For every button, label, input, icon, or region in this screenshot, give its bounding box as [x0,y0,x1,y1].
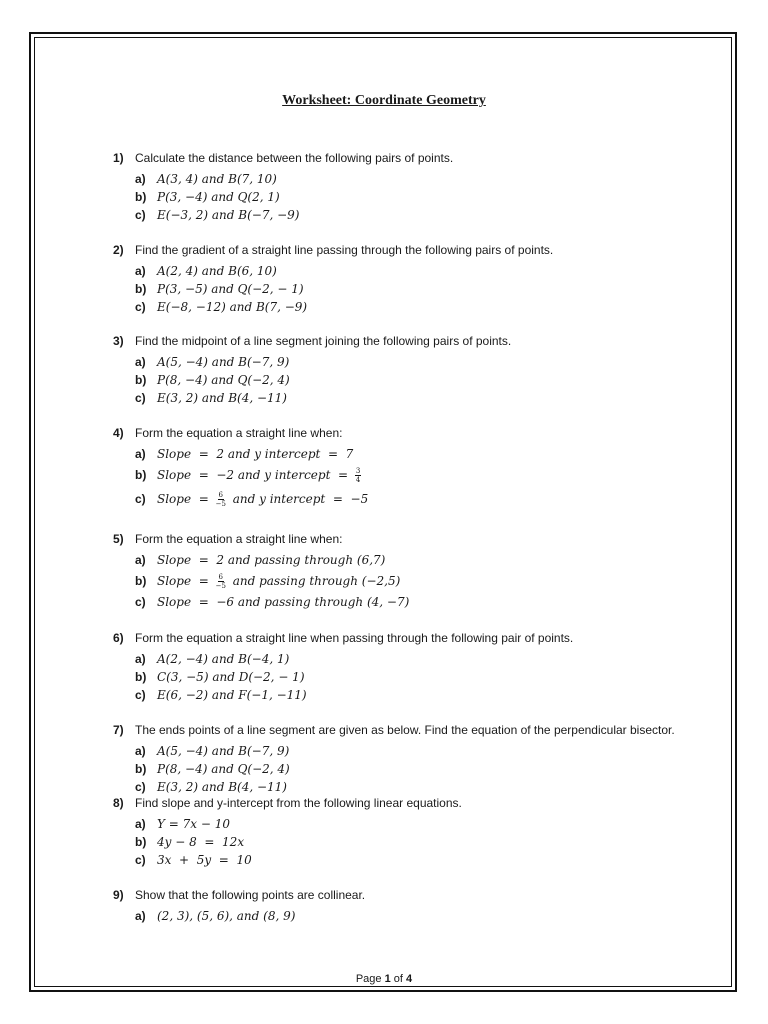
item-math: P(8, −4) and Q(−2, 4) [157,762,290,776]
item-letter: c) [135,492,146,506]
question-text: Form the equation a straight line when: [135,532,343,546]
footer-total-pages: 4 [406,973,413,985]
item-letter: a) [135,744,146,758]
item-math: Slope = 2 and passing through (6,7) [157,553,386,567]
item-letter: b) [135,835,147,849]
item-letter: c) [135,780,146,794]
fraction-denominator: 4 [355,475,361,484]
question-8 [113,796,723,869]
question-2 [113,243,723,316]
question-text: The ends points of a line segment are given as below. Find the equation of the perpendicular bisector. [135,723,675,737]
item-math: E(3, 2) and B(4, −11) [157,780,287,794]
item-math: Slope = −6 and passing through (4, −7) [157,595,410,609]
question-9 [113,888,723,925]
question-number: 6) [113,631,124,645]
item-letter: a) [135,553,146,567]
item-math: P(3, −5) and Q(−2, − 1) [157,282,304,296]
question-3 [113,334,723,407]
item-letter: b) [135,282,147,296]
item-letter: c) [135,688,146,702]
question-text: Calculate the distance between the following pairs of points. [135,151,454,165]
question-number: 4) [113,426,124,440]
item-math: E(−3, 2) and B(−7, −9) [157,208,300,222]
item-letter: b) [135,468,147,482]
item-letter: a) [135,652,146,666]
fraction-denominator: −5 [215,499,226,508]
question-text: Form the equation a straight line when passing through the following pair of points. [135,631,574,645]
question-4 [113,426,723,511]
footer-prefix: Page [355,973,385,985]
item-math: P(8, −4) and Q(−2, 4) [157,373,290,387]
fraction-numerator: 6 [218,572,223,581]
question-text: Find slope and y-intercept from the following linear equations. [135,796,462,810]
item-math: 3x + 5y = 10 [157,853,252,867]
item-math-pre: Slope = [157,492,213,506]
question-7 [113,723,723,796]
item-math: Slope = 2 and y intercept = 7 [157,447,354,461]
item-math: A(5, −4) and B(−7, 9) [157,355,290,369]
item-letter: c) [135,853,146,867]
question-number: 1) [113,151,124,165]
question-text: Show that the following points are collinear. [135,888,366,902]
question-number: 5) [113,532,124,546]
item-letter: c) [135,300,146,314]
fraction-numerator: 6 [218,490,223,499]
item-math-pre: Slope = [157,574,213,588]
worksheet-title: Worksheet: Coordinate Geometry [282,93,486,108]
question-text: Form the equation a straight line when: [135,426,343,440]
item-letter: a) [135,172,146,186]
fraction [216,573,226,590]
question-number: 9) [113,888,124,902]
question-number: 2) [113,243,124,257]
item-math: 4y − 8 = 12x [157,835,245,849]
footer-middle: of [390,973,407,985]
question-number: 3) [113,334,124,348]
item-math-pre: Slope = −2 and y intercept = [157,468,352,482]
item-math: E(6, −2) and F(−1, −11) [157,688,307,702]
item-math: A(3, 4) and B(7, 10) [157,172,277,186]
fraction-denominator: −5 [215,581,226,590]
fraction-numerator: 3 [355,466,361,475]
item-letter: a) [135,909,146,923]
item-math: P(3, −4) and Q(2, 1) [157,190,280,204]
item-letter: a) [135,817,146,831]
fraction [216,491,226,508]
question-text: Find the midpoint of a line segment joining the following pairs of points. [135,334,512,348]
item-math: E(−8, −12) and B(7, −9) [157,300,308,314]
item-math: E(3, 2) and B(4, −11) [157,391,287,405]
item-letter: b) [135,373,147,387]
item-math: Y = 7x − 10 [157,817,230,831]
fraction [355,467,361,484]
item-letter: a) [135,264,146,278]
item-math: A(5, −4) and B(−7, 9) [157,744,290,758]
item-letter: a) [135,355,146,369]
question-6 [113,631,723,704]
question-number: 7) [113,723,124,737]
item-letter: c) [135,208,146,222]
item-letter: b) [135,190,147,204]
item-letter: b) [135,574,147,588]
item-math-post: and y intercept = −5 [228,492,369,506]
item-letter: b) [135,762,147,776]
item-letter: c) [135,391,146,405]
item-letter: a) [135,447,146,461]
question-text: Find the gradient of a straight line passing through the following pairs of points. [135,243,554,257]
item-math: A(2, −4) and B(−4, 1) [157,652,290,666]
item-math: (2, 3), (5, 6), and (8, 9) [157,909,296,923]
footer-page-number: 1 [384,973,391,985]
page-footer [0,973,768,985]
item-letter: b) [135,670,147,684]
item-math: A(2, 4) and B(6, 10) [157,264,277,278]
item-letter: c) [135,595,146,609]
question-number: 8) [113,796,124,810]
item-math: C(3, −5) and D(−2, − 1) [157,670,305,684]
question-5 [113,532,723,611]
question-1 [113,151,723,224]
item-math-post: and passing through (−2,5) [228,574,401,588]
